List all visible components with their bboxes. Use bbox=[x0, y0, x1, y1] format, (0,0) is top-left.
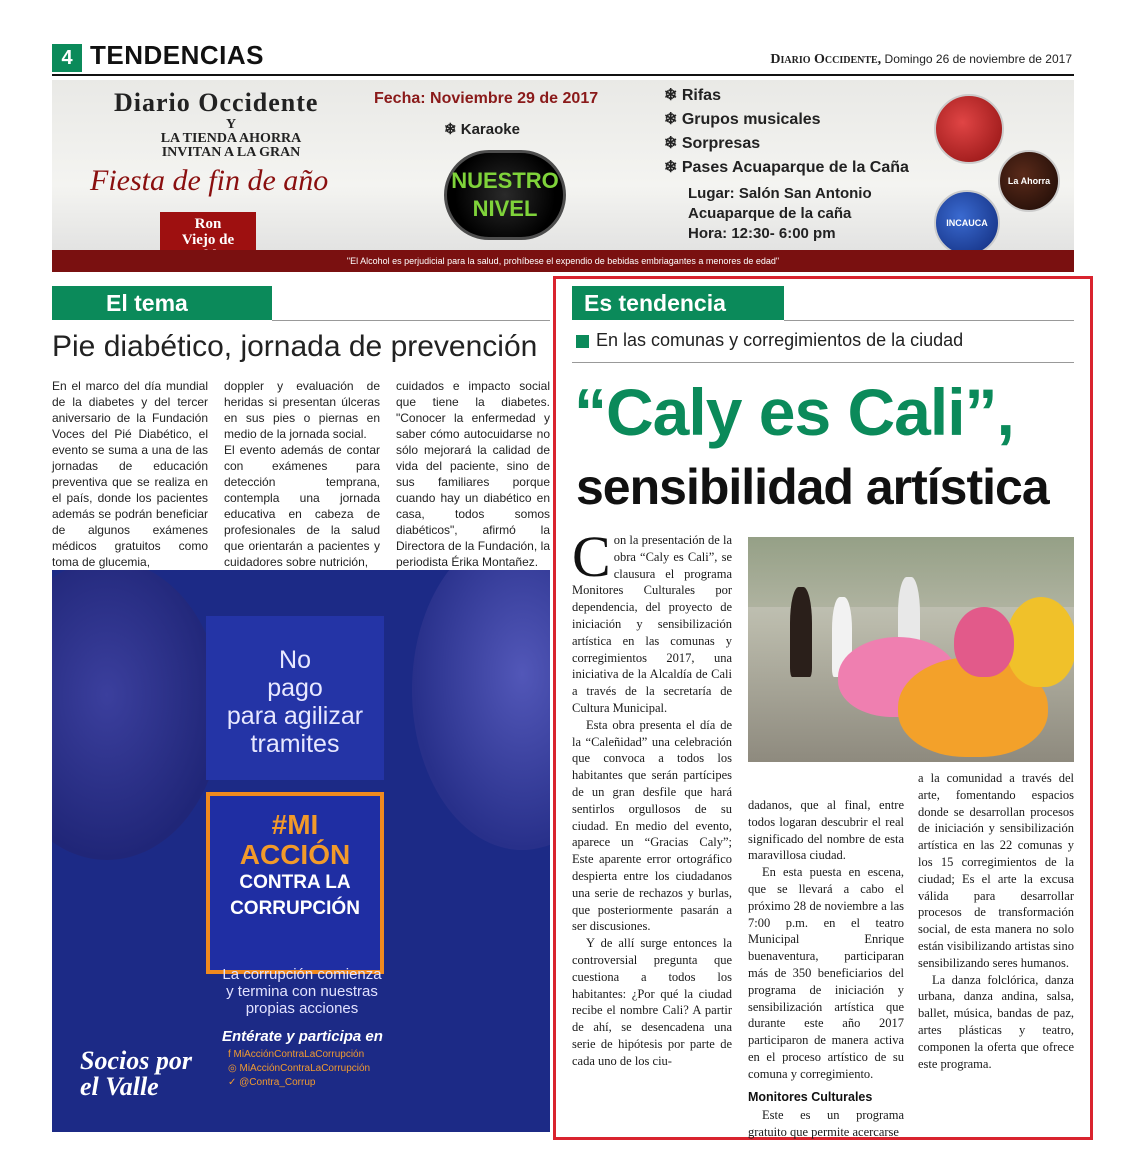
woman-portrait bbox=[412, 570, 550, 850]
section-tag-el-tema: El tema bbox=[52, 286, 272, 320]
article-column: En el marco del día mundial de la diabetes y del tercer aniversario de la Fundación Voces del Pié Diabético, el evento se suma a una de las jornadas de educación preventiva que se realiza en el país, donde los pacientes además se podrán beneficiar de algunos exámenes médicos gratuitos como toma de glucemia, bbox=[52, 379, 208, 569]
header-rule bbox=[52, 74, 1074, 76]
paragraph: on la presentación de la obra “Caly es Cali”, se clausura el programa Monitores Culturales por dependencia, del proyecto de iniciación y sensibilización artística en las comunas y corregimientos 2017, una iniciativa de la Alcaldía de Cali a través de la secretaría de Cultura Municipal. bbox=[572, 533, 732, 715]
square-bullet-icon bbox=[576, 335, 589, 348]
banner-item: ❄ Rifas bbox=[664, 87, 721, 104]
divider bbox=[572, 362, 1074, 363]
issue-date: Domingo 26 de noviembre de 2017 bbox=[884, 52, 1072, 66]
dancer-skirt bbox=[954, 607, 1014, 677]
man-portrait bbox=[52, 570, 222, 860]
dance-performance-photo bbox=[748, 537, 1074, 762]
ornament-icon bbox=[934, 94, 1004, 164]
paragraph: dadanos, que al final, entre todos logaran descubrir el real significado del nombre de esta maravillosa ciudad. bbox=[748, 798, 904, 863]
divider bbox=[272, 320, 550, 321]
paragraph: La danza folclórica, danza urbana, danza andina, salsa, ballet, música, bandas de paz, artes plásticas y teatro, componen la oferta que ofrece este programa. bbox=[918, 972, 1074, 1071]
ad-message: No pago para agilizar tramites bbox=[206, 616, 384, 780]
banner-item: ❄ Pases Acuaparque de la Caña bbox=[664, 159, 909, 176]
socios-por-el-valle-logo: Socios por el Valle bbox=[80, 1046, 192, 1101]
banner-item: ❄ Sorpresas bbox=[664, 135, 761, 152]
campaign-subtitle: CONTRA LA CORRUPCIÓN bbox=[230, 872, 360, 919]
dancer bbox=[790, 587, 812, 677]
sponsor-logo: Ron Viejo de bbox=[160, 212, 256, 266]
paper-name: Diario Occidente, bbox=[770, 52, 882, 67]
band-logo: NUESTRO NIVEL bbox=[444, 150, 566, 240]
article-column: doppler y evaluación de heridas si presentan úlceras en sus pies o piernas en medio de la jornada social. El evento además de contar con exámenes para detección temprana, contempla una jornada educativa en cabeza de profesionales de la salud que orientarán a pacientes y cuidadores sobre nutrición, bbox=[224, 379, 380, 569]
ornament-icon: La Ahorra bbox=[998, 150, 1060, 212]
banner-item: ❄ Grupos musicales bbox=[664, 111, 821, 128]
banner-logo: Diario Occidente bbox=[114, 88, 319, 117]
article-subhead: Monitores Culturales bbox=[748, 1089, 873, 1104]
event-banner-ad[interactable] bbox=[52, 80, 1074, 272]
paragraph: En esta puesta en escena, que se llevará a cabo el próximo 28 de noviembre a las 7:00 p.m. en el teatro Municipal Enrique buenaventura, participaran más de 350 beneficiarios del programa de iniciación y sensibilización artística que durante este año 2017 participaron de manera activa en el proceso artístico de su comuna y corregimiento. bbox=[748, 865, 904, 1081]
banner-date: Fecha: Noviembre 29 de 2017 bbox=[374, 90, 599, 107]
ad-campaign-box bbox=[206, 792, 384, 974]
paragraph: a la comunidad a través del arte, fomentando espacios donde se desarrollan procesos de iniciación y sensibilización artística en las 22 comunas y los 15 corregimientos de la ciudad; Es el arte la excusa válida para desarrollar procesos de transformación social, de esta manera no solo están visibilizando artistas sino sensibilizando seres humanos. bbox=[918, 771, 1074, 970]
divider bbox=[784, 320, 1074, 321]
anti-corruption-ad[interactable] bbox=[52, 570, 550, 1132]
banner-items bbox=[664, 84, 909, 180]
ad-call-to-action: Entérate y participa en bbox=[222, 1028, 383, 1045]
article-column: cuidados e impacto social que tiene la diabetes. "Conocer la enfermedad y saber cómo autocuidarse no sólo mejorará la calidad de vida del paciente, sino de sus familiares porque cuando hay un diabético en casa, todos somos diabéticos", afirmó la Directora de la Fundación, la periodista Érika Montañez. bbox=[396, 379, 550, 569]
article-column bbox=[748, 797, 904, 1141]
section-tag-es-tendencia: Es tendencia bbox=[572, 286, 784, 320]
ad-social-links[interactable]: f MiAcciónContraLaCorrupción ◎ MiAcciónContraLaCorrupción ✓ @Contra_Corrup bbox=[228, 1049, 371, 1088]
banner-karaoke: ❄ Karaoke bbox=[444, 121, 520, 138]
page-number: 4 bbox=[52, 44, 82, 72]
section-title: TENDENCIAS bbox=[90, 40, 265, 70]
article-column bbox=[918, 770, 1074, 1072]
ad-slogan: La corrupción comienza y termina con nuestras propias acciones bbox=[222, 966, 382, 1017]
campaign-hashtag: #MI ACCIÓN bbox=[239, 809, 351, 870]
article-headline: Pie diabético, jornada de prevención bbox=[52, 330, 538, 363]
article-column bbox=[572, 524, 732, 1070]
drop-cap: C bbox=[572, 524, 611, 589]
paragraph: Y de allí surge entonces la controversial pregunta que cuestiona a todos los habitantes: ¿Por qué la ciudad recibe el nombre Cali? A partir de ahí, se desencadena una serie de hipótesis por parte de cada uno de los ciu- bbox=[572, 936, 732, 1068]
feature-headline: “Caly es Cali”, bbox=[574, 375, 1014, 449]
dancer-skirt bbox=[1006, 597, 1074, 687]
alcohol-disclaimer: "El Alcohol es perjudicial para la salud, prohíbese el expendio de bebidas embriagantes a menores de edad" bbox=[52, 250, 1074, 272]
paragraph: Este es un programa gratuito que permite acercarse bbox=[748, 1108, 904, 1140]
feature-subheadline: sensibilidad artística bbox=[576, 459, 1049, 515]
banner-invite: Y LA TIENDA AHORRA INVITAN A LA GRAN bbox=[160, 117, 302, 160]
ornament-icon: INCAUCA bbox=[934, 190, 1000, 256]
banner-event-name: Fiesta de fin de año bbox=[90, 164, 329, 197]
banner-location: Lugar: Salón San Antonio Acuaparque de la caña Hora: 12:30- 6:00 pm bbox=[688, 185, 872, 242]
article-kicker: En las comunas y corregimientos de la ciudad bbox=[596, 330, 964, 350]
masthead-date bbox=[770, 52, 1072, 68]
paragraph: Esta obra presenta el día de la “Caleñidad” una celebración que convoca a todos los habitantes que serán partícipes de un gran desfile que hará sentirlos orgullosos de su ciudad. En medio del evento, aparece un “Gracias Caly”; Este aparente error ortográfico despierta entre los ciudadanos una serie de rechazos y burlas, que posteriormente pasarán a ser discusiones. bbox=[572, 717, 732, 934]
